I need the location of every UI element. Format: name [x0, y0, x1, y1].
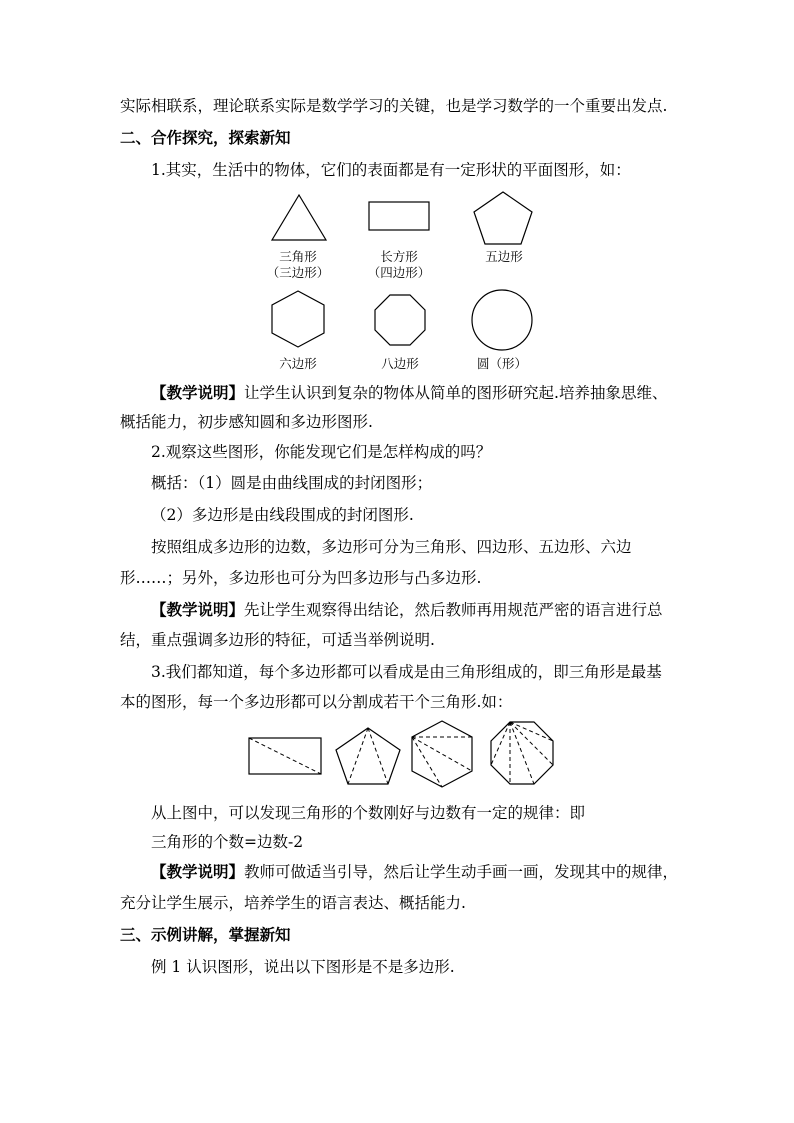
rectangle-shape	[367, 200, 431, 232]
circle-label: 圆（形）	[476, 356, 527, 371]
teaching-note-2-line-1	[151, 600, 663, 620]
octagon-triangulation	[488, 719, 556, 787]
hexagon-shape	[268, 288, 328, 350]
teaching-note-1-line-1	[151, 383, 667, 403]
pentagon-shape	[471, 189, 535, 247]
rectangle-label: 长方形	[380, 249, 418, 264]
teaching-note-text: 教师可做适当引导，然后让学生动手画一画，发现其中的规律，	[244, 863, 679, 881]
triangle-label: 三角形	[279, 249, 317, 264]
octagon-label: 八边形	[381, 356, 419, 371]
teaching-note-tag: 【教学说明】	[151, 862, 245, 881]
triangle-alt-label: （三边形）	[266, 265, 330, 280]
paragraph-classify-line-1: 按照组成多边形的边数，多边形可分为三角形、四边形、五边形、六边	[151, 538, 632, 556]
teaching-note-tag: 【教学说明】	[151, 383, 245, 402]
pentagon-triangulation	[333, 725, 403, 787]
rectangle-triangulation	[247, 736, 323, 776]
teaching-note-text: 让学生认识到复杂的物体从简单的图形研究起.培养抽象思维、	[244, 384, 668, 402]
paragraph-classify-line-2: 形……；另外，多边形也可分为凹多边形与凸多边形.	[120, 569, 482, 587]
paragraph-observe: 2.观察这些图形，你能发现它们是怎样构成的吗？	[151, 443, 492, 461]
section-heading-2: 二、合作探究，探索新知	[120, 128, 291, 147]
hexagon-label: 六边形	[279, 356, 317, 371]
triangle-shape	[269, 192, 329, 244]
octagon-shape	[372, 292, 428, 348]
teaching-note-3-line-1	[151, 862, 678, 882]
teaching-note-2-line-2: 结，重点强调多边形的特征，可适当举例说明.	[120, 631, 435, 649]
paragraph-triangles-line-1: 3.我们都知道，每个多边形都可以看成是由三角形组成的，即三角形是最基	[151, 663, 662, 681]
hexagon-triangulation	[409, 718, 475, 790]
pentagon-label: 五边形	[485, 249, 523, 264]
paragraph-triangles-line-2: 本的图形，每一个多边形都可以分割成若干个三角形.如：	[120, 693, 513, 711]
section-heading-3: 三、示例讲解，掌握新知	[120, 925, 291, 944]
teaching-note-3-line-2: 充分让学生展示，培养学生的语言表达、概括能力.	[120, 894, 466, 912]
formula-triangle-count: 三角形的个数=边数-2	[151, 833, 304, 851]
summary-circle: 概括：（1）圆是由曲线围成的封闭图形；	[151, 474, 433, 492]
summary-polygon: （2）多边形是由线段围成的封闭图形.	[151, 506, 414, 524]
teaching-note-text: 先让学生观察得出结论，然后教师再用规范严密的语言进行总	[244, 601, 663, 619]
teaching-note-1-line-2: 概括能力，初步感知圆和多边形图形.	[120, 413, 373, 431]
example-1: 例 1 认识图形，说出以下图形是不是多边形.	[151, 958, 455, 976]
paragraph-rule: 从上图中，可以发现三角形的个数刚好与边数有一定的规律：即	[151, 804, 586, 822]
rectangle-alt-label: （四边形）	[367, 265, 431, 280]
circle-shape	[470, 288, 534, 352]
paragraph-continuation: 实际相联系，理论联系实际是数学学习的关键，也是学习数学的一个重要出发点.	[120, 97, 668, 115]
teaching-note-tag: 【教学说明】	[151, 600, 245, 619]
paragraph-shapes-intro: 1.其实，生活中的物体，它们的表面都是有一定形状的平面图形，如：	[151, 161, 631, 179]
